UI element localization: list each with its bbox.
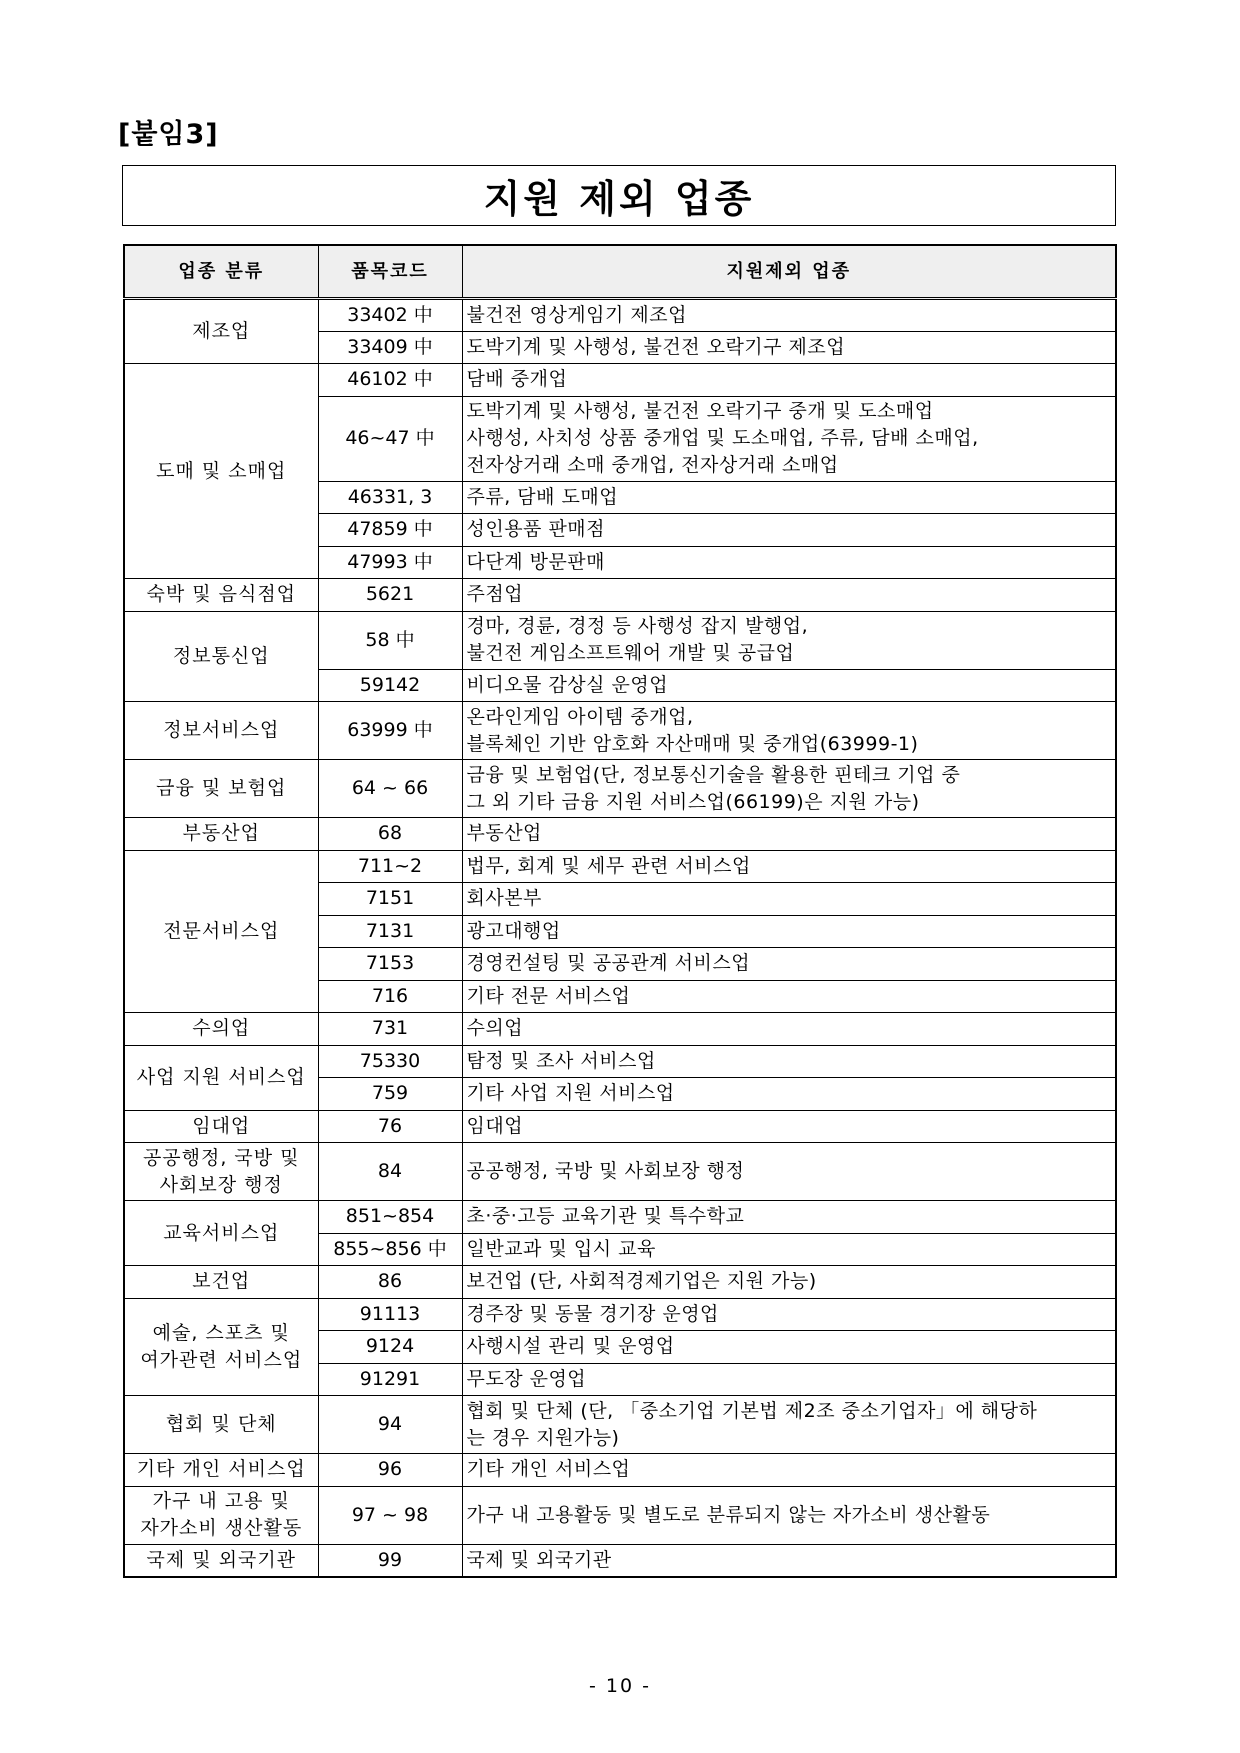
table-row	[124, 1486, 1116, 1544]
excluded-industry-text: 성인용품 판매점	[466, 518, 606, 541]
excluded-industry-text: 경영컨설팅 및 공공관계 서비스업	[466, 952, 751, 975]
table-row	[124, 1396, 1116, 1454]
excluded-industry-cell	[462, 915, 1116, 948]
excluded-industry-text: 회사본부	[466, 887, 542, 910]
code-cell: 86	[318, 1266, 462, 1299]
category-text: 여가관련 서비스업	[140, 1348, 303, 1371]
excluded-industry-cell	[462, 514, 1116, 547]
excluded-industry-cell	[462, 1298, 1116, 1331]
code-cell: 46~47 中	[318, 396, 462, 481]
page-title: 지원 제외 업종	[483, 177, 755, 221]
category-text: 임대업	[192, 1114, 251, 1137]
excluded-industry-text: 기타 개인 서비스업	[466, 1458, 631, 1481]
excluded-industry-cell	[462, 1143, 1116, 1201]
code-cell: 716	[318, 980, 462, 1013]
category-cell	[124, 1544, 318, 1577]
category-text: 국제 및 외국기관	[146, 1548, 297, 1571]
excluded-industry-cell	[462, 702, 1116, 760]
table-row	[124, 702, 1116, 760]
code-cell: 64 ~ 66	[318, 760, 462, 818]
table-row	[124, 850, 1116, 883]
header-category: 업종 분류	[124, 245, 318, 299]
table-row	[124, 760, 1116, 818]
excluded-industry-cell	[462, 331, 1116, 364]
code-cell: 84	[318, 1143, 462, 1201]
code-cell: 7131	[318, 915, 462, 948]
category-cell	[124, 364, 318, 579]
code-cell: 7153	[318, 948, 462, 981]
category-cell	[124, 1045, 318, 1110]
excluded-industry-cell	[462, 883, 1116, 916]
excluded-industry-cell	[462, 760, 1116, 818]
category-text: 예술, 스포츠 및	[152, 1321, 290, 1344]
excluded-industry-cell	[462, 1544, 1116, 1577]
code-cell: 59142	[318, 669, 462, 702]
category-cell	[124, 760, 318, 818]
category-text: 협회 및 단체	[165, 1413, 277, 1435]
excluded-industry-cell	[462, 1045, 1116, 1078]
category-text: 보건업	[192, 1270, 251, 1293]
excluded-industry-text: 는 경우 지원가능)	[466, 1426, 620, 1449]
code-cell: 851~854	[318, 1201, 462, 1234]
excluded-industry-cell	[462, 1110, 1116, 1143]
table-row	[124, 1013, 1116, 1046]
code-cell: 33402 中	[318, 299, 462, 332]
excluded-industry-text: 공공행정, 국방 및 사회보장 행정	[466, 1160, 745, 1182]
category-text: 기타 개인 서비스업	[136, 1458, 306, 1481]
code-cell: 759	[318, 1078, 462, 1111]
excluded-industry-text: 보건업 (단, 사회적경제기업은 지원 가능)	[466, 1270, 817, 1293]
excluded-industry-text: 광고대행업	[466, 919, 561, 942]
excluded-industry-cell	[462, 948, 1116, 981]
table-row	[124, 1110, 1116, 1143]
excluded-industry-text: 전자상거래 소매 중개업, 전자상거래 소매업	[466, 454, 839, 476]
table-row	[124, 1298, 1116, 1331]
excluded-industry-text: 수의업	[466, 1017, 524, 1040]
category-text: 정보통신업	[172, 644, 270, 667]
excluded-industry-text: 도박기계 및 사행성, 불건전 오락기구 제조업	[466, 335, 846, 358]
code-cell: 7151	[318, 883, 462, 916]
excluded-industry-cell	[462, 850, 1116, 883]
table-row	[124, 1266, 1116, 1299]
category-text: 제조업	[192, 320, 251, 342]
category-cell	[124, 702, 318, 760]
category-text: 수의업	[192, 1017, 251, 1040]
excluded-industry-text: 불건전 영상게임기 제조업	[466, 303, 687, 326]
code-cell: 5621	[318, 579, 462, 612]
excluded-industry-text: 주점업	[466, 583, 524, 606]
code-cell: 76	[318, 1110, 462, 1143]
table-row	[124, 1143, 1116, 1201]
excluded-industry-text: 사행시설 관리 및 운영업	[466, 1335, 675, 1358]
code-cell: 75330	[318, 1045, 462, 1078]
category-cell	[124, 1143, 318, 1201]
excluded-industry-cell	[462, 1486, 1116, 1544]
excluded-industry-text: 가구 내 고용활동 및 별도로 분류되지 않는 자가소비 생산활동	[466, 1503, 991, 1526]
category-text: 자가소비 생산활동	[140, 1517, 303, 1539]
category-cell	[124, 1454, 318, 1487]
excluded-industry-text: 경마, 경륜, 경정 등 사행성 잡지 발행업,	[466, 615, 809, 637]
excluded-industry-text: 임대업	[466, 1114, 524, 1137]
excluded-industry-cell	[462, 611, 1116, 669]
excluded-industry-text: 금융 및 보험업(단, 정보통신기술을 활용한 핀테크 기업 중	[466, 763, 961, 786]
excluded-industry-text: 온라인게임 아이템 중개업,	[466, 705, 694, 728]
category-text: 정보서비스업	[163, 719, 280, 741]
table-row	[124, 364, 1116, 397]
code-cell: 97 ~ 98	[318, 1486, 462, 1544]
code-cell: 63999 中	[318, 702, 462, 760]
code-cell: 91291	[318, 1363, 462, 1396]
excluded-industry-cell	[462, 1013, 1116, 1046]
code-cell: 68	[318, 818, 462, 851]
excluded-industry-text: 비디오물 감상실 운영업	[466, 673, 669, 696]
category-text: 사업 지원 서비스업	[136, 1066, 306, 1088]
excluded-industry-cell	[462, 1331, 1116, 1364]
excluded-industry-text: 일반교과 및 입시 교육	[466, 1237, 656, 1260]
table-row	[124, 299, 1116, 332]
category-cell	[124, 299, 318, 364]
category-text: 도매 및 소매업	[156, 459, 287, 482]
table-header-row	[124, 245, 1116, 299]
excluded-industry-text: 법무, 회계 및 세무 관련 서비스업	[466, 854, 751, 877]
category-text: 부동산업	[182, 822, 260, 845]
excluded-industry-text: 국제 및 외국기관	[466, 1548, 612, 1571]
code-cell: 91113	[318, 1298, 462, 1331]
excluded-industry-cell	[462, 546, 1116, 579]
excluded-industry-text: 담배 중개업	[466, 368, 568, 391]
category-cell	[124, 1013, 318, 1046]
category-cell	[124, 1110, 318, 1143]
excluded-industry-cell	[462, 669, 1116, 702]
excluded-industry-cell	[462, 1233, 1116, 1266]
category-cell	[124, 1266, 318, 1299]
category-cell	[124, 850, 318, 1013]
code-cell: 46331, 3	[318, 481, 462, 514]
category-text: 가구 내 고용 및	[152, 1490, 290, 1512]
category-cell	[124, 818, 318, 851]
excluded-industries-table	[123, 244, 1117, 1578]
category-text: 사회보장 행정	[159, 1173, 283, 1196]
excluded-industry-cell	[462, 1396, 1116, 1454]
title-box	[122, 165, 1116, 226]
excluded-industry-cell	[462, 1363, 1116, 1396]
category-cell	[124, 1201, 318, 1266]
code-cell: 855~856 中	[318, 1233, 462, 1266]
excluded-industry-text: 협회 및 단체 (단, 「중소기업 기본법 제2조 중소기업자」에 해당하	[466, 1399, 1038, 1422]
excluded-industry-cell	[462, 396, 1116, 481]
excluded-industry-cell	[462, 1201, 1116, 1234]
excluded-industry-text: 무도장 운영업	[466, 1367, 587, 1390]
excluded-industry-cell	[462, 980, 1116, 1013]
excluded-industry-text: 부동산업	[466, 822, 542, 845]
excluded-industry-text: 도박기계 및 사행성, 불건전 오락기구 중개 및 도소매업	[466, 400, 934, 422]
header-excluded-industry: 지원제외 업종	[462, 245, 1116, 299]
table-row	[124, 1045, 1116, 1078]
excluded-industry-text: 그 외 기타 금융 지원 서비스업(66199)은 지원 가능)	[466, 790, 920, 813]
table-row	[124, 1201, 1116, 1234]
excluded-industry-text: 기타 사업 지원 서비스업	[466, 1082, 675, 1105]
table-row	[124, 818, 1116, 851]
category-cell	[124, 1486, 318, 1544]
excluded-industry-cell	[462, 818, 1116, 851]
code-cell: 47859 中	[318, 514, 462, 547]
category-text: 전문서비스업	[163, 919, 280, 942]
table-row	[124, 579, 1116, 612]
excluded-industry-cell	[462, 579, 1116, 612]
excluded-industry-text: 초·중·고등 교육기관 및 특수학교	[466, 1205, 745, 1228]
category-cell	[124, 611, 318, 702]
code-cell: 46102 中	[318, 364, 462, 397]
excluded-industry-text: 주류, 담배 도매업	[466, 485, 619, 508]
excluded-industry-cell	[462, 364, 1116, 397]
excluded-industry-text: 다단계 방문판매	[466, 550, 606, 573]
code-cell: 96	[318, 1454, 462, 1487]
category-text: 숙박 및 음식점업	[146, 583, 297, 606]
excluded-industry-text: 탐정 및 조사 서비스업	[466, 1049, 656, 1072]
table-row	[124, 1454, 1116, 1487]
table-body	[124, 299, 1116, 1577]
excluded-industry-text: 기타 전문 서비스업	[466, 984, 631, 1007]
code-cell: 94	[318, 1396, 462, 1454]
category-cell	[124, 579, 318, 612]
excluded-industry-cell	[462, 1266, 1116, 1299]
code-cell: 33409 中	[318, 331, 462, 364]
category-text: 금융 및 보험업	[156, 777, 287, 799]
excluded-industry-cell	[462, 1454, 1116, 1487]
header-code: 품목코드	[318, 245, 462, 299]
excluded-industry-cell	[462, 481, 1116, 514]
excluded-industry-text: 블록체인 기반 암호화 자산매매 및 중개업(63999-1)	[466, 732, 919, 755]
code-cell: 58 中	[318, 611, 462, 669]
excluded-industry-cell	[462, 1078, 1116, 1111]
excluded-industry-cell	[462, 299, 1116, 332]
code-cell: 731	[318, 1013, 462, 1046]
attachment-label: [붙임3]	[118, 119, 219, 150]
code-cell: 9124	[318, 1331, 462, 1364]
category-cell	[124, 1298, 318, 1396]
code-cell: 47993 中	[318, 546, 462, 579]
category-text: 교육서비스업	[163, 1221, 280, 1244]
category-cell	[124, 1396, 318, 1454]
excluded-industry-text: 불건전 게임소프트웨어 개발 및 공급업	[466, 642, 795, 664]
category-text: 공공행정, 국방 및	[142, 1146, 300, 1169]
table-row	[124, 611, 1116, 669]
table-row	[124, 1544, 1116, 1577]
page-number: - 10 -	[589, 1675, 651, 1697]
excluded-industry-text: 경주장 및 동물 경기장 운영업	[466, 1302, 719, 1325]
code-cell: 99	[318, 1544, 462, 1577]
excluded-industry-text: 사행성, 사치성 상품 중개업 및 도소매업, 주류, 담배 소매업,	[466, 427, 979, 449]
code-cell: 711~2	[318, 850, 462, 883]
